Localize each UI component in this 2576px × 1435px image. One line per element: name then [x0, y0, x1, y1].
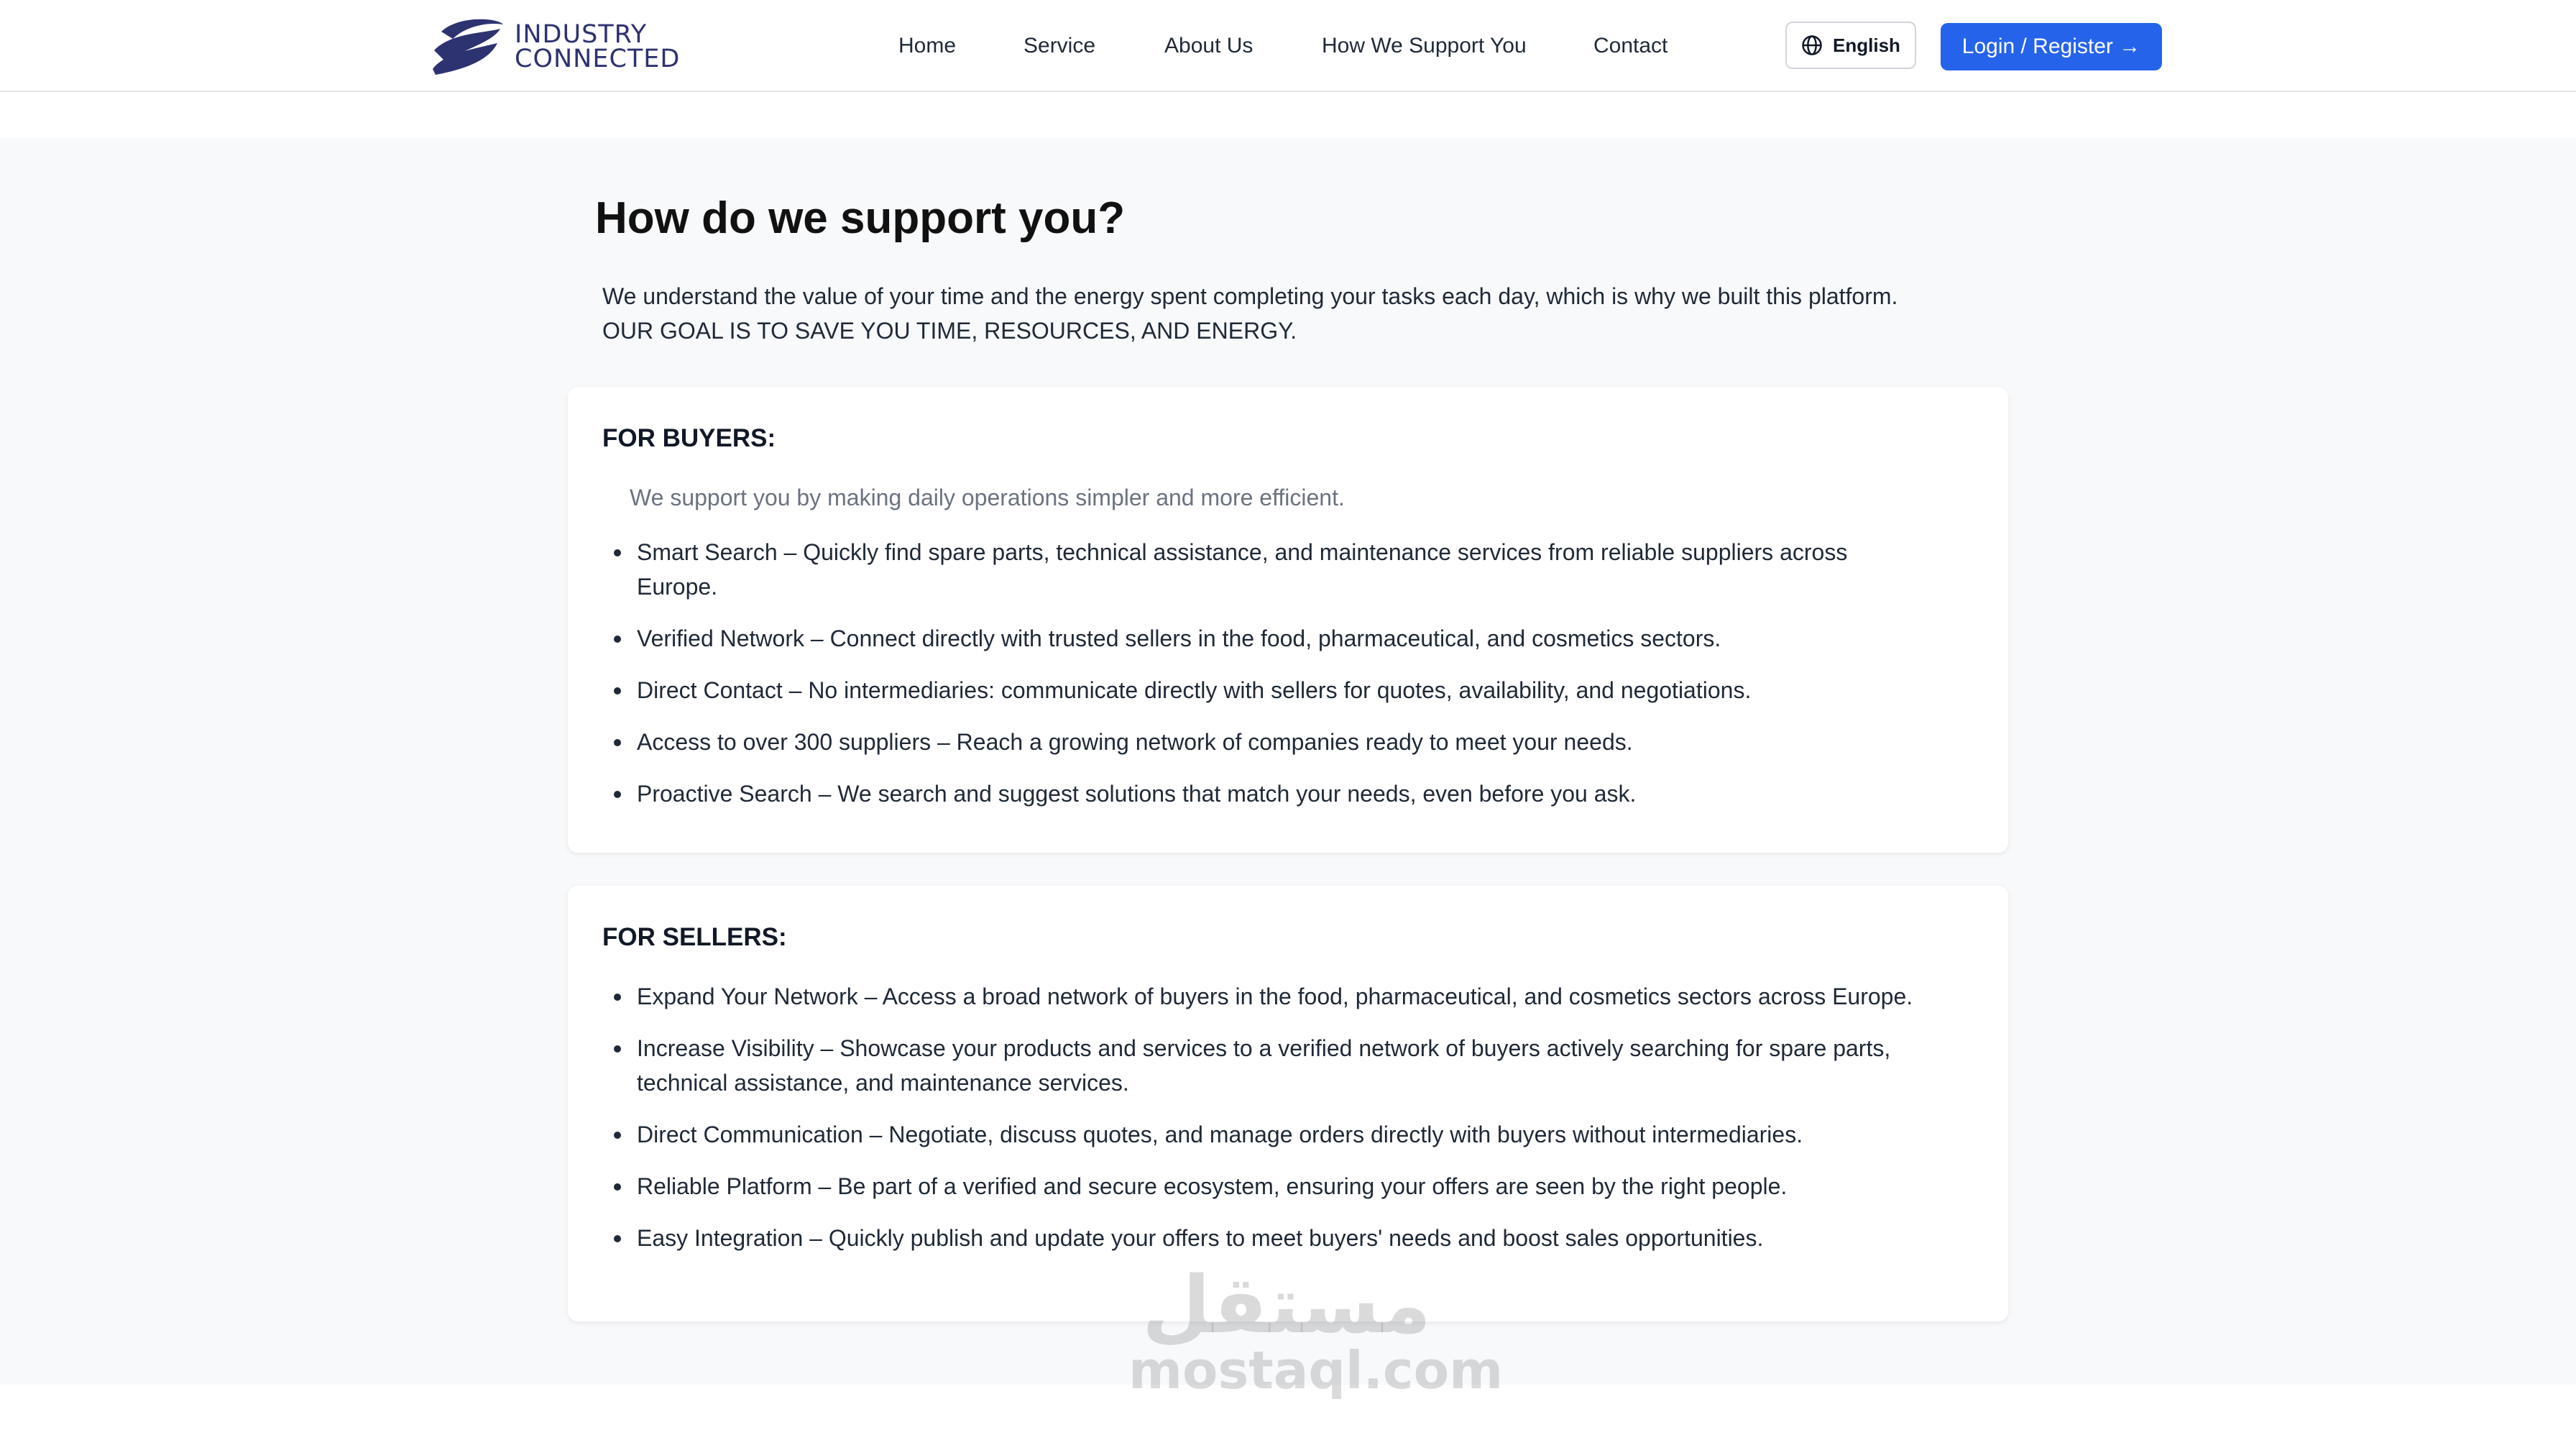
page-title: How do we support you? — [595, 193, 1126, 243]
list-item: Easy Integration – Quickly publish and update your offers to meet buyers' needs and boost sales opportunities. — [568, 1221, 1977, 1255]
globe-icon — [1801, 35, 1823, 56]
logo-line-2: CONNECTED — [515, 45, 681, 73]
list-item: Verified Network – Connect directly with trusted sellers in the food, pharmaceutical, and cosmetics sectors. — [568, 621, 1977, 656]
buyers-heading: FOR BUYERS: — [602, 424, 776, 452]
language-selector[interactable] — [1785, 22, 1916, 69]
watermark-latin: mostaql.com — [1128, 1340, 1504, 1400]
list-item: Direct Communication – Negotiate, discuss quotes, and manage orders directly with buyers without intermediaries. — [568, 1117, 1977, 1152]
list-item: Access to over 300 suppliers – Reach a growing network of companies ready to meet your needs. — [568, 725, 1977, 759]
sellers-heading: FOR SELLERS: — [602, 923, 787, 951]
sellers-card — [568, 886, 2008, 1321]
login-register-button[interactable]: Login / Register → — [1941, 23, 2162, 70]
list-item: Reliable Platform – Be part of a verified and secure ecosystem, ensuring your offers are seen by the right people. — [568, 1169, 1977, 1204]
language-label: English — [1833, 34, 1900, 56]
nav-contact[interactable]: Contact — [1593, 34, 1668, 58]
logo-line-1: INDUSTRY — [515, 20, 648, 49]
list-item: Increase Visibility – Showcase your products and services to a verified network of buyers actively searching for spare parts, technical assistance, and maintenance services. — [568, 1031, 1977, 1100]
list-item: Expand Your Network – Access a broad network of buyers in the food, pharmaceutical, and cosmetics sectors across Europe. — [568, 979, 1977, 1014]
intro-text — [602, 279, 1898, 348]
intro-line-2: OUR GOAL IS TO SAVE YOU TIME, RESOURCES, AND ENERGY. — [602, 318, 1297, 344]
intro-line-1: We understand the value of your time and the energy spent completing your tasks each day, which is why we built this platform. — [602, 283, 1898, 309]
list-item: Smart Search – Quickly find spare parts, technical assistance, and maintenance services from reliable suppliers across Europe. — [568, 535, 1977, 604]
list-item: Direct Contact – No intermediaries: communicate directly with sellers for quotes, availability, and negotiations. — [568, 673, 1977, 707]
nav-service[interactable]: Service — [1024, 34, 1096, 58]
buyers-subtitle: We support you by making daily operations simpler and more efficient. — [630, 485, 1345, 510]
nav-how-we-support-you[interactable]: How We Support You — [1322, 34, 1527, 58]
buyers-card — [568, 387, 2008, 853]
support-section — [0, 138, 2576, 1385]
logo-icon — [428, 17, 507, 76]
watermark-arabic: مستقل — [1141, 1259, 1432, 1351]
logo-wordmark — [515, 22, 680, 71]
sellers-list — [568, 979, 1977, 1273]
brand-logo[interactable] — [428, 17, 680, 76]
site-header — [0, 0, 2576, 92]
nav-about-us[interactable]: About Us — [1164, 34, 1254, 58]
buyers-list — [568, 535, 1977, 828]
watermark — [1128, 1259, 1504, 1400]
list-item: Proactive Search – We search and suggest solutions that match your needs, even before you ask. — [568, 776, 1977, 811]
nav-home[interactable]: Home — [898, 34, 957, 58]
